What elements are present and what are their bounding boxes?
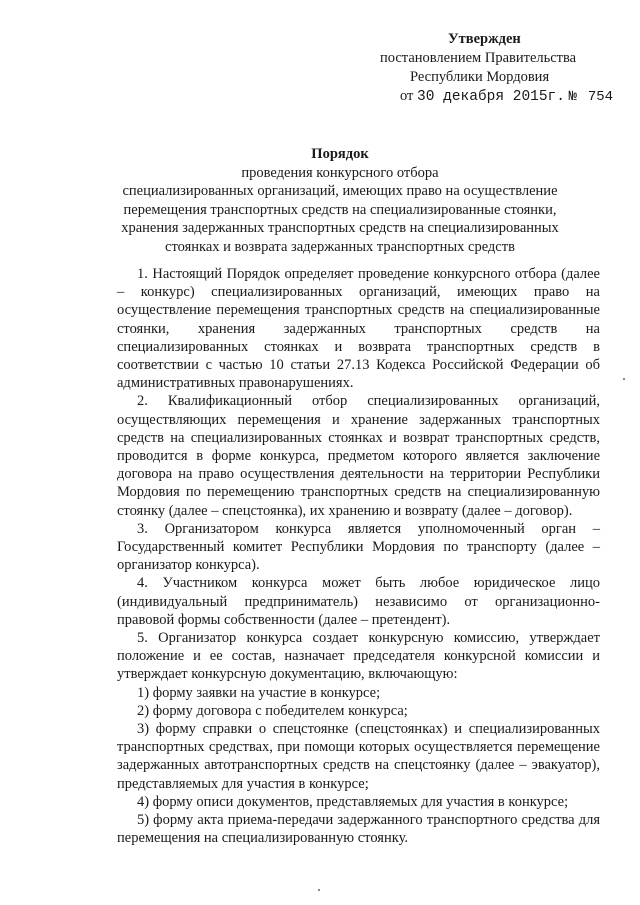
list-item: 3) форму справки о спецстоянке (спецстоянках) и специализированных транспортных средствах, при помощи которых осуществляется перемещение задержанных автотранспортных средств на спецстоянку (далее – эвакуатор), представляемых для участия в конкурсе; bbox=[117, 721, 600, 792]
list-item: 4) форму описи документов, представляемых для участия в конкурсе; bbox=[137, 793, 569, 810]
title-sub-line: перемещения транспортных средств на специализированные стоянки, bbox=[123, 201, 557, 218]
list-item: 2) форму договора с победителем конкурса; bbox=[137, 702, 408, 719]
paragraph: 2. Квалификационный отбор специализированных организаций, осуществляющих перемещения и хранение задержанных транспортных средств на специализированных стоянках и возврат транспортных средств, проводится в форме конкурса, предметом которого является заключение договора на право осуществления деятельности на территории Республики Мордовия по перемещению транспортных средств на специализированную стоянку (далее – спецстоянка), их хранению и возврату (далее – договор). bbox=[117, 393, 600, 519]
title-sub-line: стоянках и возврата задержанных транспортных средств bbox=[165, 238, 515, 255]
title-sub-line: специализированных организаций, имеющих право на осуществление bbox=[122, 183, 558, 199]
title-main: Порядок bbox=[311, 146, 369, 162]
list-item: 1) форму заявки на участие в конкурсе; bbox=[137, 684, 381, 701]
approval-date-prefix: от bbox=[400, 88, 414, 104]
paragraph: 1. Настоящий Порядок определяет проведение конкурсного отбора (далее – конкурс) специализированных организаций, имеющих право на осуществление перемещения транспортных средств на специализированные стоянки, хранения задержанных транспортных средств на специализированных стоянках и возврата транспортных средств в соответствии с частью 10 статьи 27.13 Кодекса Российской Федерации об административных правонарушениях. bbox=[117, 266, 600, 392]
approval-line-2: Республики Мордовия bbox=[410, 69, 550, 85]
title-sub-line: проведения конкурсного отбора bbox=[241, 164, 439, 181]
approval-number: 754 bbox=[587, 89, 614, 105]
paragraph: 5. Организатор конкурса создает конкурсную комиссию, утверждает положение и ее состав, назначает председателя конкурсной комиссии и утверждает конкурсную документацию, включающую: bbox=[117, 630, 600, 683]
document-title bbox=[70, 145, 610, 256]
approval-stamp bbox=[360, 30, 620, 107]
list-item: 5) форму акта приема-передачи задержанного транспортного средства для перемещения на специализированную стоянку. bbox=[117, 812, 600, 847]
approval-date: 30 декабря 2015г. bbox=[417, 89, 565, 105]
approval-line-1: постановлением Правительства bbox=[380, 50, 577, 66]
approval-title: Утвержден bbox=[448, 31, 521, 47]
approval-number-sign: № bbox=[568, 89, 577, 105]
title-sub-line: хранения задержанных транспортных средств на специализированных bbox=[121, 220, 559, 236]
paragraph: 3. Организатором конкурса является уполномоченный орган – Государственный комитет Республики Мордовия по транспорту (далее – организатор конкурса). bbox=[117, 520, 600, 574]
approval-date-line bbox=[360, 87, 620, 107]
scan-speck bbox=[318, 889, 320, 891]
scan-speck bbox=[623, 378, 625, 380]
paragraph: 4. Участником конкурса может быть любое юридическое лицо (индивидуальный предприниматель) независимо от организационно-правовой формы собственности (далее – претендент). bbox=[117, 575, 600, 628]
document-body bbox=[117, 265, 600, 848]
